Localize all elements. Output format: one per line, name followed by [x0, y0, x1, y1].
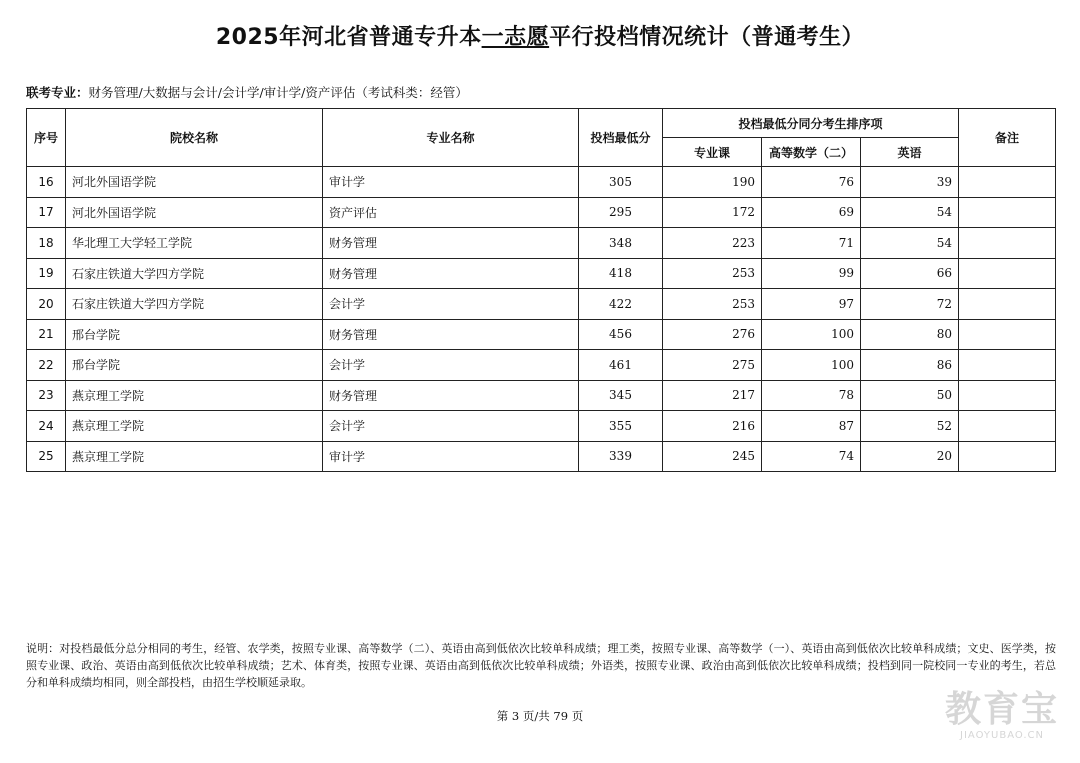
cell-remark: [959, 197, 1056, 228]
header-school: 院校名称: [66, 109, 323, 167]
cell-english: 54: [861, 197, 959, 228]
cell-remark: [959, 441, 1056, 472]
table-row: [27, 197, 1056, 228]
cell-english: 86: [861, 350, 959, 381]
cell-english: 66: [861, 258, 959, 289]
cell-school: 燕京理工学院: [66, 411, 323, 442]
cell-seq: 22: [27, 350, 66, 381]
title-prefix: 2025年河北省普通专升本: [215, 25, 482, 50]
cell-major-course: 276: [663, 319, 762, 350]
cell-remark: [959, 258, 1056, 289]
major-value: 财务管理/大数据与会计/会计学/审计学/资产评估（考试科类：经管）: [88, 85, 468, 100]
cell-major-course: 245: [663, 441, 762, 472]
cell-major-course: 275: [663, 350, 762, 381]
admission-table: [26, 108, 1056, 472]
cell-major: 财务管理: [323, 319, 579, 350]
title-underlined: 一志愿: [481, 25, 550, 50]
page-title: [0, 22, 1080, 54]
cell-major-course: 216: [663, 411, 762, 442]
header-major-course: 专业课: [663, 138, 762, 167]
table-row: [27, 167, 1056, 198]
cell-remark: [959, 411, 1056, 442]
cell-school: 燕京理工学院: [66, 441, 323, 472]
cell-school: 邢台学院: [66, 350, 323, 381]
cell-school: 华北理工大学轻工学院: [66, 228, 323, 259]
cell-seq: 18: [27, 228, 66, 259]
table-row: [27, 380, 1056, 411]
cell-remark: [959, 319, 1056, 350]
header-min-score: 投档最低分: [579, 109, 663, 167]
cell-math: 76: [762, 167, 861, 198]
cell-english: 54: [861, 228, 959, 259]
cell-min-score: 305: [579, 167, 663, 198]
cell-min-score: 348: [579, 228, 663, 259]
cell-english: 39: [861, 167, 959, 198]
header-remark: 备注: [959, 109, 1056, 167]
cell-english: 80: [861, 319, 959, 350]
cell-major-course: 217: [663, 380, 762, 411]
cell-school: 邢台学院: [66, 319, 323, 350]
cell-seq: 24: [27, 411, 66, 442]
cell-min-score: 339: [579, 441, 663, 472]
cell-major: 会计学: [323, 350, 579, 381]
cell-major: 审计学: [323, 441, 579, 472]
watermark-text: 教育宝: [944, 689, 1059, 730]
cell-major-course: 172: [663, 197, 762, 228]
cell-school: 燕京理工学院: [66, 380, 323, 411]
cell-remark: [959, 228, 1056, 259]
watermark-url: JIAOYUBAO.CN: [960, 730, 1044, 741]
cell-math: 100: [762, 319, 861, 350]
cell-remark: [959, 289, 1056, 320]
cell-min-score: 422: [579, 289, 663, 320]
cell-major: 会计学: [323, 289, 579, 320]
cell-seq: 25: [27, 441, 66, 472]
cell-min-score: 355: [579, 411, 663, 442]
table-row: [27, 319, 1056, 350]
cell-major-course: 190: [663, 167, 762, 198]
table-row: [27, 350, 1056, 381]
table-row: [27, 441, 1056, 472]
header-math: 高等数学（二）: [762, 138, 861, 167]
cell-major: 审计学: [323, 167, 579, 198]
cell-remark: [959, 350, 1056, 381]
page-number: 第 3 页/共 79 页: [496, 709, 584, 723]
cell-remark: [959, 167, 1056, 198]
cell-major: 财务管理: [323, 380, 579, 411]
table-row: [27, 258, 1056, 289]
watermark-logo: [938, 690, 1066, 742]
cell-english: 52: [861, 411, 959, 442]
cell-seq: 23: [27, 380, 66, 411]
header-major: 专业名称: [323, 109, 579, 167]
cell-math: 99: [762, 258, 861, 289]
cell-major: 资产评估: [323, 197, 579, 228]
header-tiebreak-group: 投档最低分同分考生排序项: [663, 109, 959, 138]
cell-major: 财务管理: [323, 228, 579, 259]
cell-english: 20: [861, 441, 959, 472]
header-seq: 序号: [27, 109, 66, 167]
major-label: 联考专业：: [26, 85, 89, 100]
cell-english: 50: [861, 380, 959, 411]
cell-math: 78: [762, 380, 861, 411]
cell-major-course: 253: [663, 289, 762, 320]
cell-seq: 20: [27, 289, 66, 320]
cell-math: 87: [762, 411, 861, 442]
cell-school: 河北外国语学院: [66, 197, 323, 228]
cell-min-score: 461: [579, 350, 663, 381]
title-suffix: 平行投档情况统计（普通考生）: [549, 25, 865, 50]
cell-remark: [959, 380, 1056, 411]
cell-math: 69: [762, 197, 861, 228]
cell-major: 财务管理: [323, 258, 579, 289]
cell-seq: 19: [27, 258, 66, 289]
explanatory-note: 说明：对投档最低分总分相同的考生，经管、农学类，按照专业课、高等数学（二）、英语由高到低依次比较单科成绩；理工类，按照专业课、高等数学（一）、英语由高到低依次比较单科成绩；文史、医学类，按照专业课、政治、英语由高到低依次比较单科成绩；艺术、体育类，按照专业课、英语由高到低依次比较单科成绩；外语类，按照专业课、政治由高到低依次比较单科成绩；投档到同一院校同一专业的考生，若总分和单科成绩均相同，则全部投档，由招生学校顺延录取。: [26, 642, 1056, 689]
table-row: [27, 228, 1056, 259]
cell-math: 74: [762, 441, 861, 472]
table-row: [27, 289, 1056, 320]
cell-math: 97: [762, 289, 861, 320]
cell-math: 100: [762, 350, 861, 381]
cell-math: 71: [762, 228, 861, 259]
cell-min-score: 456: [579, 319, 663, 350]
cell-school: 石家庄铁道大学四方学院: [66, 258, 323, 289]
cell-major-course: 253: [663, 258, 762, 289]
major-line: [26, 84, 468, 102]
cell-seq: 21: [27, 319, 66, 350]
cell-min-score: 345: [579, 380, 663, 411]
cell-min-score: 418: [579, 258, 663, 289]
cell-seq: 16: [27, 167, 66, 198]
header-english: 英语: [861, 138, 959, 167]
cell-major-course: 223: [663, 228, 762, 259]
cell-seq: 17: [27, 197, 66, 228]
cell-english: 72: [861, 289, 959, 320]
cell-min-score: 295: [579, 197, 663, 228]
table-row: [27, 411, 1056, 442]
cell-major: 会计学: [323, 411, 579, 442]
cell-school: 石家庄铁道大学四方学院: [66, 289, 323, 320]
cell-school: 河北外国语学院: [66, 167, 323, 198]
